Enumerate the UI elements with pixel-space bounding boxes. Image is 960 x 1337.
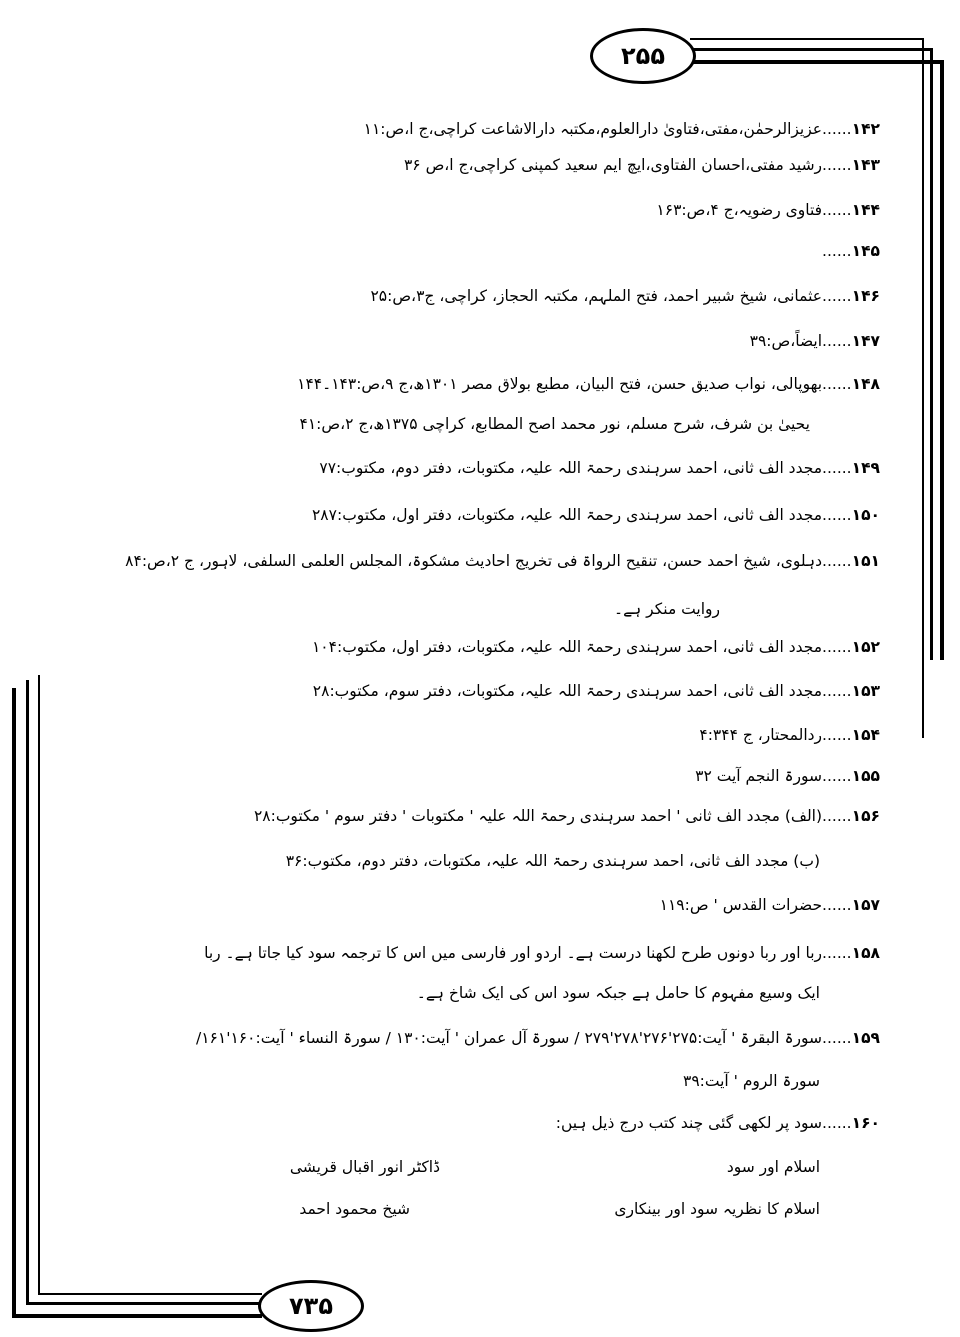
- frame-bottom-outer: [12, 1314, 262, 1318]
- footnote-152: ۱۵۲......مجدد الف ثانی، احمد سرہندی رحمۃ اللہ علیہ، مکتوبات، دفتر اول، مکتوب:۱۰۴: [311, 638, 880, 656]
- frame-top-outer: [690, 60, 944, 64]
- footnote-157: ۱۵۷......حضرات القدس ' ص:۱۱۹: [659, 896, 880, 914]
- footnote-155: ۱۵۵......سورۃ النجم آیت ۳۲: [695, 767, 880, 785]
- footnote-154: ۱۵۴......ردالمحتار، ج ۴:۳۴۴: [699, 726, 880, 744]
- footnote-159: ۱۵۹......سورۃ البقرۃ ' آیت:۲۷۵'۲۷۶'۲۷۸'۲۷۹ / سورۃ آل عمران ' آیت:۱۳۰ / سورۃ النساء ' آیت:۱۶۰'۱۶۱/: [196, 1029, 880, 1047]
- footnote-146: ۱۴۶......عثمانی، شیخ شبیر احمد، فتح الملہم، مکتبہ الحجاز، کراچی، ج۳،ص:۲۵: [370, 287, 880, 305]
- frame-bottom-inner2: [38, 1293, 262, 1295]
- frame-left-outer: [12, 688, 16, 1318]
- frame-right-inner: [930, 48, 933, 660]
- frame-top-inner: [690, 48, 933, 51]
- footnote-153: ۱۵۳......مجدد الف ثانی، احمد سرہندی رحمۃ اللہ علیہ، مکتوبات، دفتر سوم، مکتوب:۲۸: [312, 682, 880, 700]
- footnote-156-cont: (ب) مجدد الف ثانی، احمد سرہندی رحمۃ اللہ علیہ، مکتوبات، دفتر دوم، مکتوب:۳۶: [285, 852, 820, 870]
- footnote-158-cont: ایک وسیع مفہوم کا حامل ہے جبکہ سود اس کی ایک شاخ ہے۔: [416, 984, 820, 1002]
- frame-bottom-inner: [26, 1302, 262, 1305]
- footnote-143: ۱۴۳......رشید مفتی،احسان الفتاوی،ایچ ایم سعید کمپنی کراچی،ج ا،ص ۳۶: [403, 156, 880, 174]
- footnote-160: ۱۶۰......سود پر لکھی گئی چند کتب درج ذیل ہیں:: [555, 1114, 880, 1132]
- frame-right-outer: [940, 60, 944, 660]
- footnote-159-cont: سورۃ الروم ' آیت:۳۹: [683, 1072, 820, 1090]
- footnote-158: ۱۵۸......ربا اور ربا دونوں طرح لکھنا درست ہے۔ اردو اور فارسی میں اس کا ترجمہ سود کیا جاتا ہے۔ ربا: [204, 944, 880, 962]
- footnote-148-cont: یحییٰ بن شرف، شرح مسلم، نور محمد اصح المطابع، کراچی ۱۳۷۵ھ،ج ۲،ص:۴۱: [299, 415, 810, 433]
- book-title-2: اسلام کا نظریہ سود اور بینکاری: [614, 1200, 820, 1218]
- book-author-1: ڈاکٹر انور اقبال قریشی: [289, 1158, 440, 1176]
- footnote-149: ۱۴۹......مجدد الف ثانی، احمد سرہندی رحمۃ اللہ علیہ، مکتوبات، دفتر دوم، مکتوب:۷۷: [319, 459, 880, 477]
- book-author-2: شیخ محمود احمد: [299, 1200, 410, 1218]
- footnote-148: ۱۴۸......بھوپالی، نواب صدیق حسن، فتح البیان، مطبع بولاق مصر ۱۳۰۱ھ،ج ۹،ص:۱۴۳۔۱۴۴: [297, 375, 880, 393]
- footnote-151: ۱۵۱......دہلوی، شیخ احمد حسن، تنقیح الرواۃ فی تخریج احادیث مشکوۃ، المجلس العلمی السلفی، لاہور، ج ۲،ص:۸۴: [125, 552, 880, 570]
- frame-right-inner2: [922, 38, 924, 738]
- frame-left-inner: [26, 680, 29, 1305]
- footnote-144: ۱۴۴......فتاوی رضویہ،ج ۴،ص:۱۶۳: [656, 201, 880, 219]
- page-number-bottom: ۷۳۵: [258, 1280, 364, 1332]
- footnote-156: ۱۵۶......(الف) مجدد الف ثانی ' احمد سرہندی رحمۃ اللہ علیہ ' مکتوبات ' دفتر سوم ' مکتوب:۲۸: [253, 807, 880, 825]
- footnote-151-cont: روایت منکر ہے۔: [613, 600, 720, 618]
- book-title-1: اسلام اور سود: [726, 1158, 820, 1176]
- frame-top-inner2: [690, 38, 924, 40]
- footnote-147: ۱۴۷......ایضاً،ص:۳۹: [749, 332, 880, 350]
- footnote-145: ۱۴۵......: [822, 242, 880, 260]
- footnote-142: ۱۴۲......عزیزالرحمٰن،مفتی،فتاویٰ دارالعلوم،مکتبہ دارالاشاعت کراچی،ج ا،ص:۱۱: [363, 120, 880, 138]
- page-number-top: ۲۵۵: [590, 28, 696, 84]
- frame-left-inner2: [38, 675, 40, 1295]
- footnote-150: ۱۵۰......مجدد الف ثانی، احمد سرہندی رحمۃ اللہ علیہ، مکتوبات، دفتر اول، مکتوب:۲۸۷: [311, 506, 880, 524]
